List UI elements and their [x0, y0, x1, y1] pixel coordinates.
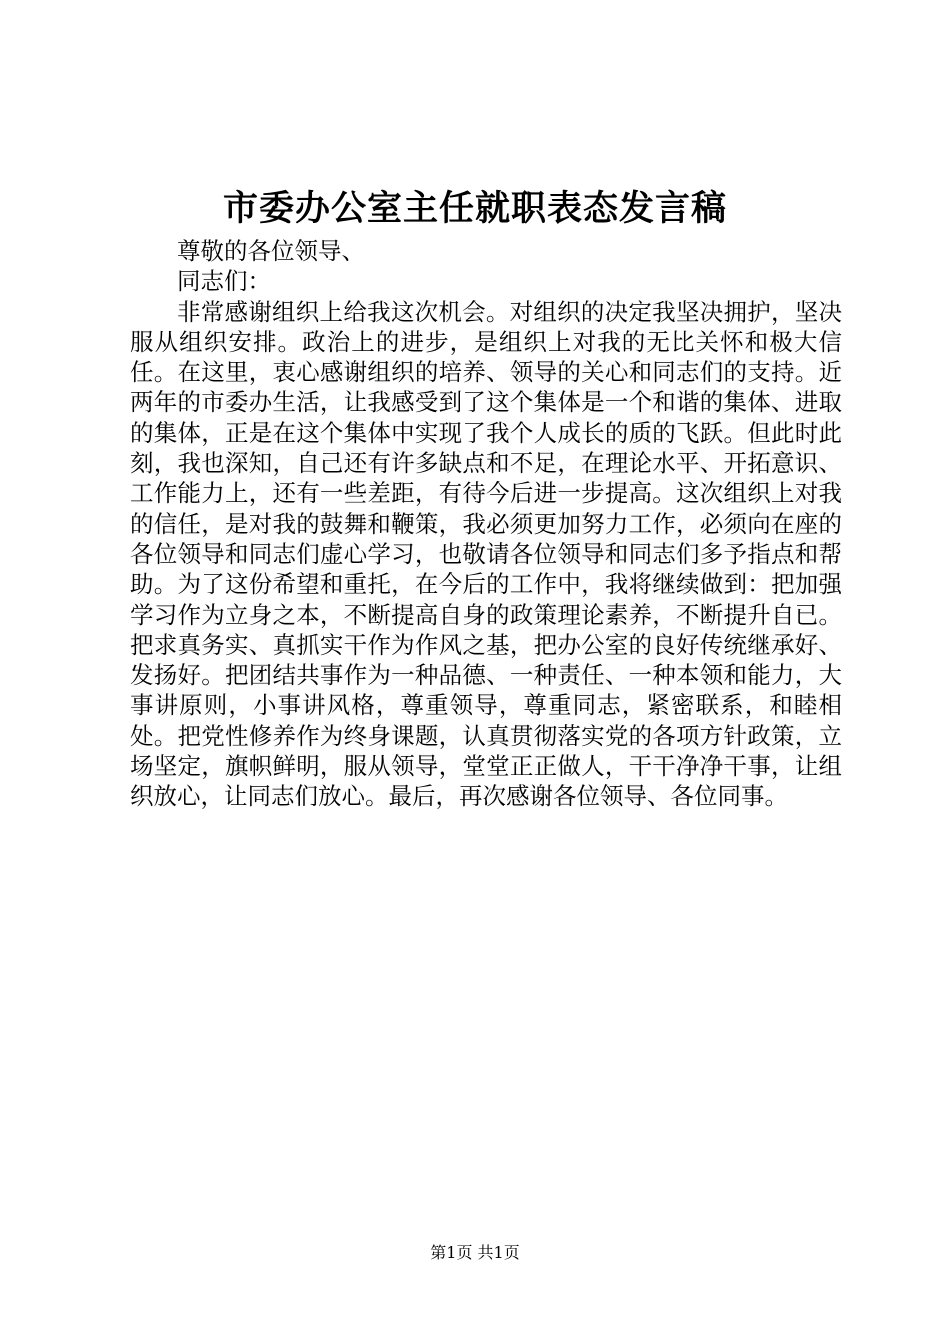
body-paragraph: 非常感谢组织上给我这次机会。对组织的决定我坚决拥护，坚决服从组织安排。政治上的进步，是组织上对我的无比关怀和极大信任。在这里，衷心感谢组织的培养、领导的关心和同志们的支持。近两年的市委办生活，让我感受到了这个集体是一个和谐的集体、进取的集体，正是在这个集体中实现了我个人成长的质的飞跃。但此时此刻，我也深知，自己还有许多缺点和不足，在理论水平、开拓意识、工作能力上，还有一些差距，有待今后进一步提高。这次组织上对我的信任，是对我的鼓舞和鞭策，我必须更加努力工作，必须向在座的各位领导和同志们虚心学习，也敬请各位领导和同志们多予指点和帮助。为了这份希望和重托，在今后的工作中，我将继续做到：把加强学习作为立身之本，不断提高自身的政策理论素养，不断提升自已。把求真务实、真抓实干作为作风之基，把办公室的良好传统继承好、发扬好。把团结共事作为一种品德、一种责任、一种本领和能力，大事讲原则，小事讲风格，尊重领导，尊重同志，紧密联系，和睦相处。把党性修养作为终身课题，认真贯彻落实党的各项方针政策，立场坚定，旗帜鲜明，服从领导，堂堂正正做人，干干净净干事，让组织放心，让同志们放心。最后，再次感谢各位领导、各位同事。	[130, 297, 842, 811]
salutation-line-2: 同志们：	[177, 267, 271, 296]
document-title: 市委办公室主任就职表态发言稿	[222, 188, 727, 229]
salutation-line-1: 尊敬的各位领导、	[177, 237, 365, 265]
document-body	[130, 236, 842, 812]
page-footer: 第1页 共1页	[430, 1243, 520, 1262]
